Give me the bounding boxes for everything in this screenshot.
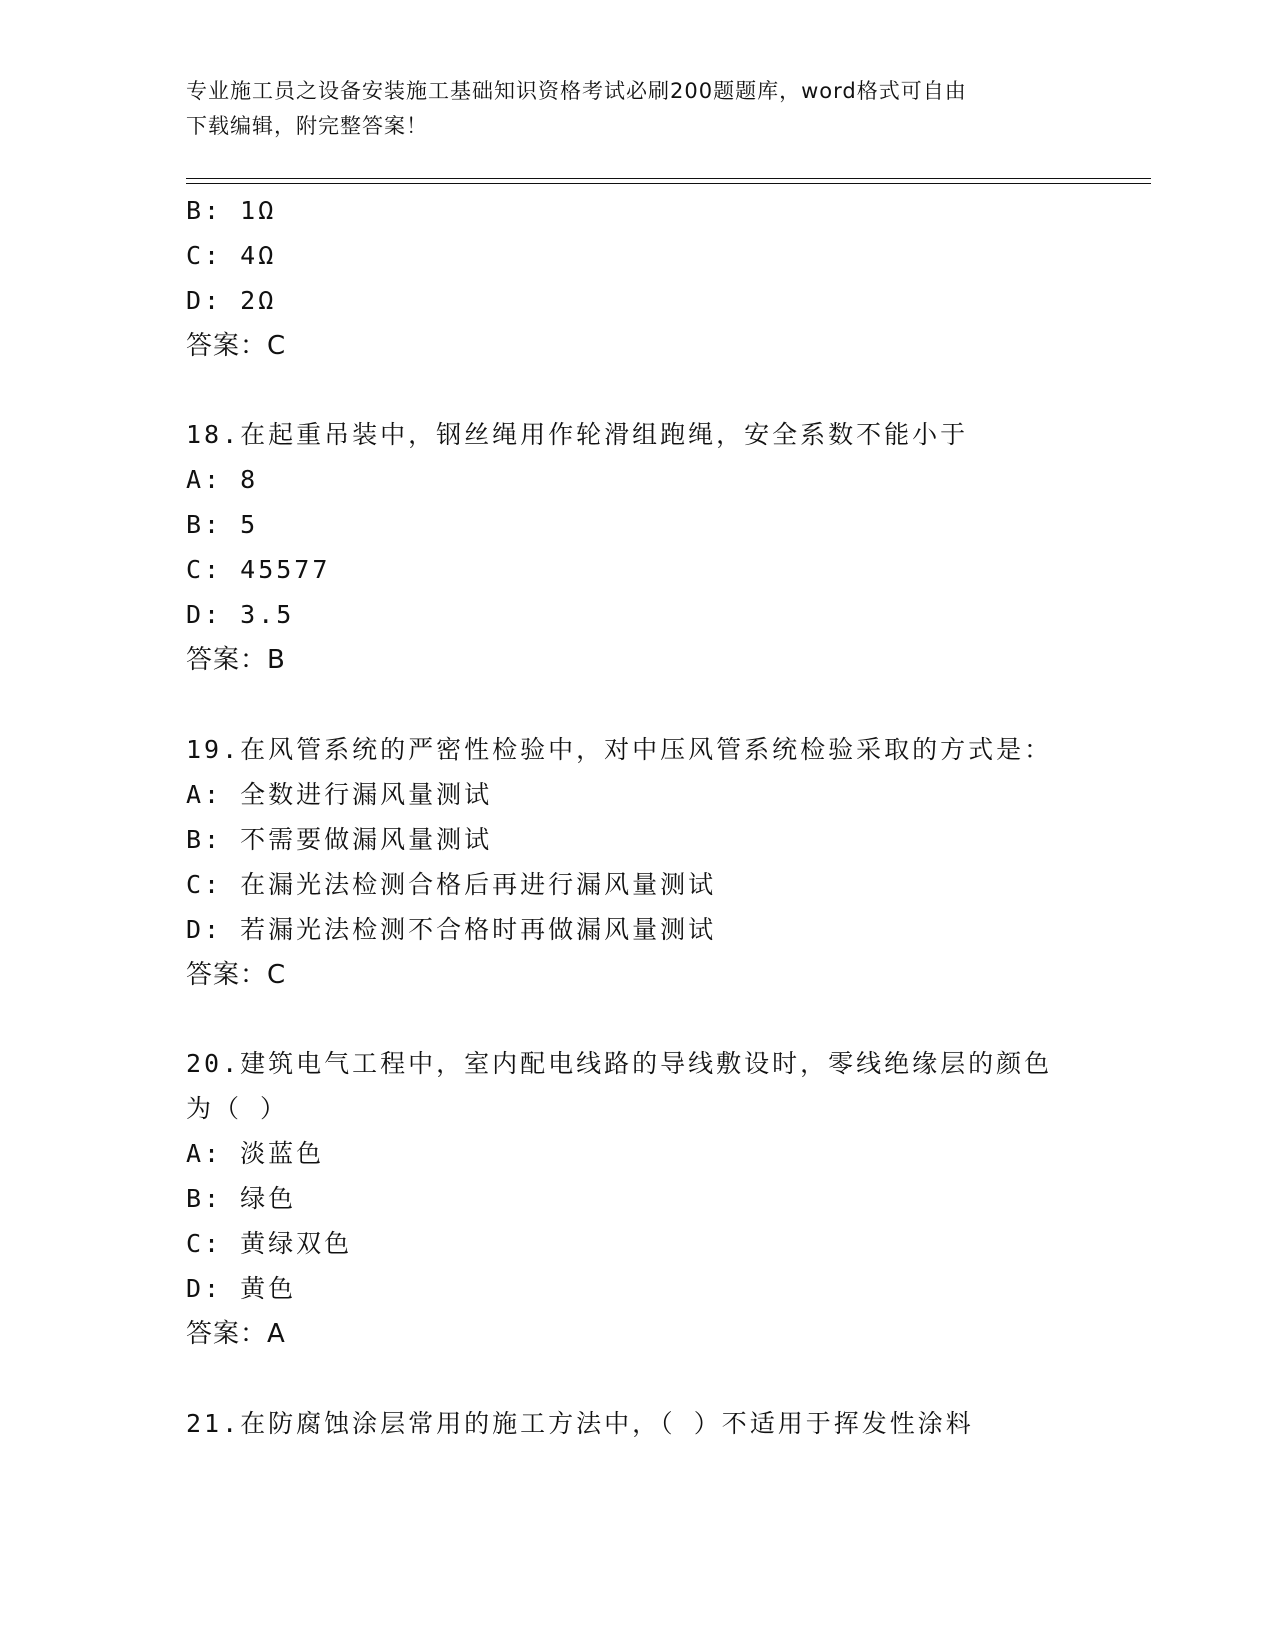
q18-option-c: C: 45577 [186, 555, 331, 584]
q19-option-d: D: 若漏光法检测不合格时再做漏风量测试 [186, 915, 717, 944]
q20-question-line-1: 20.建筑电气工程中，室内配电线路的导线敷设时，零线绝缘层的颜色 [186, 1049, 1053, 1078]
header-line-1: 专业施工员之设备安装施工基础知识资格考试必刷200题题库，word格式可自由 [186, 79, 967, 103]
q18-option-b: B: 5 [186, 510, 259, 539]
q17-option-b: B: 1Ω [186, 196, 277, 225]
header-line-2: 下载编辑，附完整答案！ [186, 114, 428, 138]
q20-option-c: C: 黄绿双色 [186, 1229, 353, 1258]
q17-option-c: C: 4Ω [186, 241, 277, 270]
q20-option-a: A: 淡蓝色 [186, 1139, 325, 1168]
q18-option-a: A: 8 [186, 465, 259, 494]
q18-answer: 答案：B [186, 645, 286, 675]
q20-question-line-2: 为（ ） [186, 1094, 289, 1123]
q20-option-b: B: 绿色 [186, 1184, 297, 1213]
header-rule-bottom [186, 183, 1151, 184]
q21-question: 21.在防腐蚀涂层常用的施工方法中，（ ）不适用于挥发性涂料 [186, 1409, 974, 1438]
q17-answer: 答案：C [186, 331, 287, 361]
header-rule-top [186, 178, 1151, 179]
q18-question: 18.在起重吊装中，钢丝绳用作轮滑组跑绳，安全系数不能小于 [186, 420, 969, 449]
q19-question: 19.在风管系统的严密性检验中，对中压风管系统检验采取的方式是： [186, 735, 1053, 764]
q20-option-d: D: 黄色 [186, 1274, 297, 1303]
q19-option-b: B: 不需要做漏风量测试 [186, 825, 493, 854]
q18-option-d: D: 3.5 [186, 600, 295, 629]
document-header [186, 74, 1086, 144]
q19-option-a: A: 全数进行漏风量测试 [186, 780, 493, 809]
q19-option-c: C: 在漏光法检测合格后再进行漏风量测试 [186, 870, 717, 899]
q19-answer: 答案：C [186, 960, 287, 990]
q20-answer: 答案：A [186, 1319, 286, 1349]
q17-option-d: D: 2Ω [186, 286, 277, 315]
